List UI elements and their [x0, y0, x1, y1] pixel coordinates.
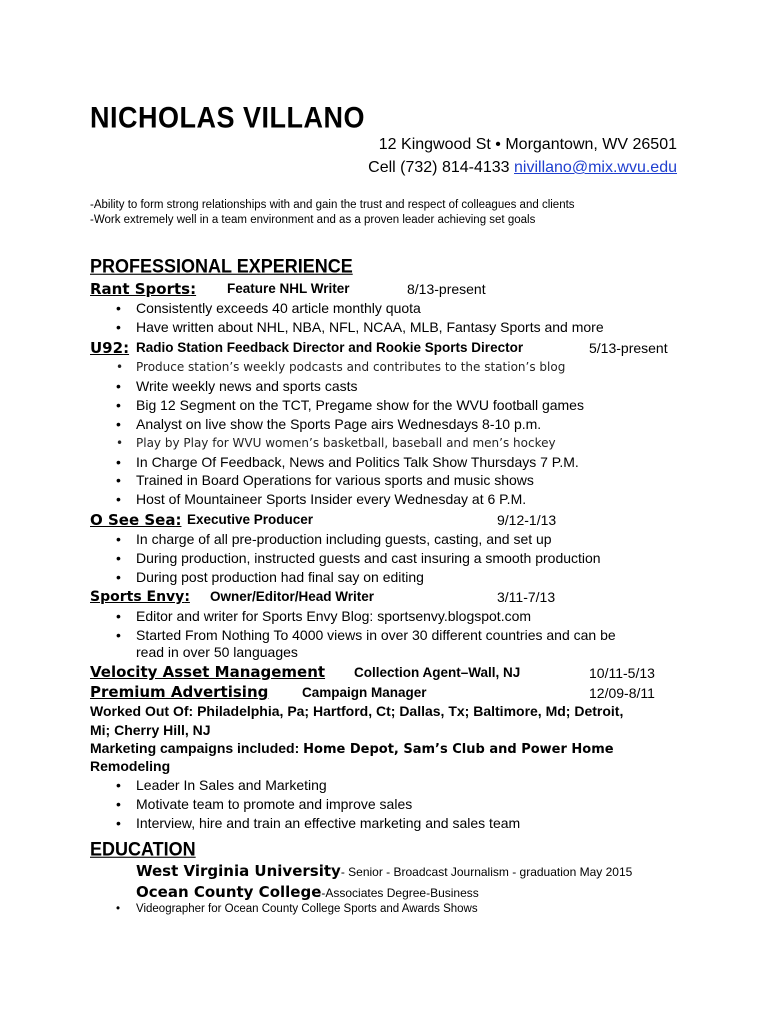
list-item: • In Charge Of Feedback, News and Politics Talk Show Thursdays 7 P.M.: [136, 454, 579, 470]
job-role: Radio Station Feedback Director and Rookie Sports Director: [136, 340, 524, 355]
summary-line-2: -Work extremely well in a team environment and as a proven leader achieving set goals: [90, 214, 536, 226]
job-rant-sports: Rant Sports:: [90, 280, 197, 298]
list-item: • Host of Mountaineer Sports Insider every Wednesday at 6 P.M.: [136, 491, 526, 507]
school-detail: -Associates Degree-Business: [321, 886, 479, 900]
list-item: • During production, instructed guests and cast insuring a smooth production: [136, 550, 601, 566]
list-item: • During post production had final say on editing: [136, 569, 424, 585]
company-name: Sports Envy: [90, 589, 185, 605]
school-name: Ocean County College: [136, 883, 322, 901]
job-date: 10/11-5/13: [589, 665, 655, 681]
list-item: • Videographer for Ocean County College Sports and Awards Shows: [136, 903, 478, 915]
job-role: Campaign Manager: [302, 685, 427, 700]
school-name: West Virginia University: [136, 862, 341, 880]
job-date: 12/09-8/11: [589, 685, 655, 701]
applicant-name: NICHOLAS VILLANO: [90, 101, 365, 134]
job-date: 8/13-present: [407, 281, 486, 297]
worked-out-line-2: Mi; Cherry Hill, NJ: [90, 722, 211, 738]
list-item: • Big 12 Segment on the TCT, Pregame show for the WVU football games: [136, 397, 584, 413]
list-item: • Write weekly news and sports casts: [136, 378, 358, 394]
address: 12 Kingwood St • Morgantown, WV 26501: [378, 136, 677, 153]
section-heading-experience: PROFESSIONAL EXPERIENCE: [90, 255, 353, 277]
contact-line: [368, 159, 677, 177]
school-detail: - Senior - Broadcast Journalism - graduation May 2015: [340, 865, 633, 879]
job-role: Collection Agent–Wall, NJ: [354, 665, 521, 680]
campaign-clients: Home Depot, Sam’s Club and Power Home: [303, 742, 614, 757]
job-date: 5/13-present: [589, 340, 668, 356]
list-item: • Analyst on live show the Sports Page airs Wednesdays 8-10 p.m.: [136, 416, 541, 432]
job-role: Executive Producer: [187, 512, 314, 527]
list-item: • Interview, hire and train an effective marketing and sales team: [136, 815, 520, 831]
list-item: • Produce station’s weekly podcasts and contributes to the station’s blog: [136, 360, 565, 374]
education-occ: [136, 883, 479, 902]
job-date: 3/11-7/13: [497, 589, 556, 605]
education-wvu: [136, 862, 632, 881]
list-item: • Have written about NHL, NBA, NFL, NCAA, MLB, Fantasy Sports and more: [136, 319, 604, 335]
job-role: Owner/Editor/Head Writer: [210, 589, 375, 604]
job-o-see-sea: O See Sea:: [90, 511, 182, 529]
company-name: Velocity Asset Management: [90, 663, 326, 681]
list-item: • In charge of all pre-production including guests, casting, and set up: [136, 531, 552, 547]
list-item: • Leader In Sales and Marketing: [136, 777, 327, 793]
list-item: • Started From Nothing To 4000 views in over 30 different countries and can be: [136, 627, 616, 643]
company-name: O See Sea: [90, 511, 176, 529]
list-item: • Trained in Board Operations for various sports and music shows: [136, 472, 534, 488]
job-role: Feature NHL Writer: [227, 281, 350, 296]
company-name: U92: [90, 339, 124, 357]
summary-line-1: -Ability to form strong relationships with and gain the trust and respect of colleagues and clients: [90, 199, 575, 211]
worked-out-line-1: Worked Out Of: Philadelphia, Pa; Hartford, Ct; Dallas, Tx; Baltimore, Md; Detroit,: [90, 703, 624, 719]
job-date: 9/12-1/13: [497, 512, 557, 528]
job-u92: U92:: [90, 339, 130, 357]
company-name: Rant Sports: [90, 280, 191, 298]
campaigns-line: Marketing campaigns included: Home Depot, Sam’s Club and Power Home: [90, 740, 614, 757]
campaigns-line-2: Remodeling: [90, 758, 171, 774]
list-item-continuation: read in over 50 languages: [136, 644, 298, 660]
phone: Cell (732) 814-4133: [368, 159, 510, 176]
list-item: • Play by Play for WVU women’s basketball, baseball and men’s hockey: [136, 436, 556, 450]
list-item: • Editor and writer for Sports Envy Blog: sportsenvy.blogspot.com: [136, 608, 531, 624]
list-item: • Consistently exceeds 40 article monthly quota: [136, 300, 421, 316]
company-name: Premium Advertising: [90, 683, 269, 701]
email-link[interactable]: nivillano@mix.wvu.edu: [514, 159, 677, 176]
list-item: • Motivate team to promote and improve sales: [136, 796, 412, 812]
job-sports-envy: Sports Envy:: [90, 589, 190, 605]
section-heading-education: EDUCATION: [90, 838, 196, 860]
